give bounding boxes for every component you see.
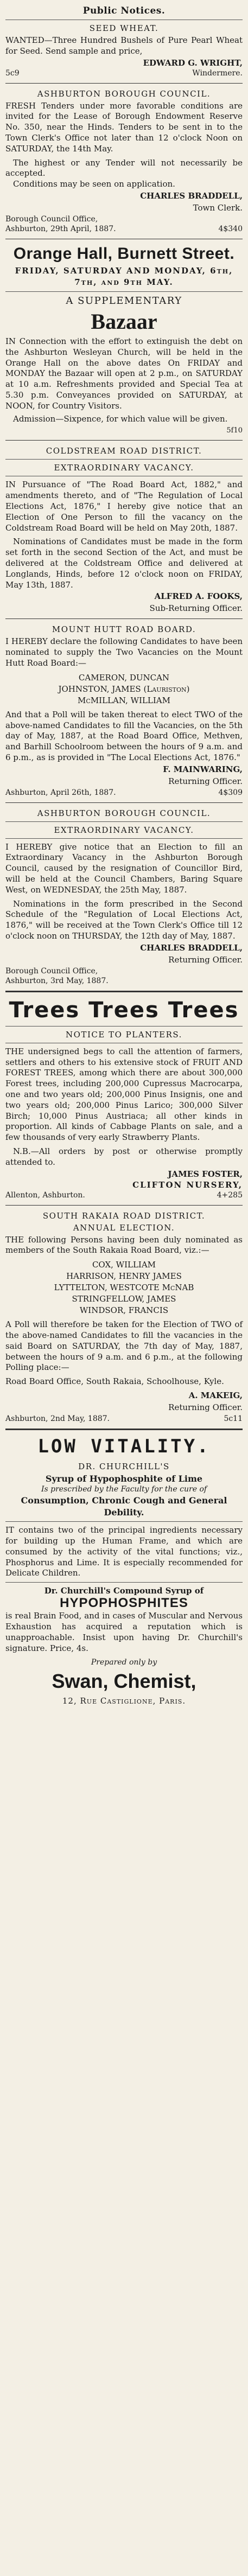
ad-heading: NOTICE TO PLANTERS. <box>66 1029 182 1040</box>
ad-prepared: Prepared only by <box>91 1658 157 1667</box>
ad-coldstream-road-district <box>5 446 243 613</box>
ad-low-vitality <box>5 1436 243 1706</box>
ad-date: Ashburton, 3rd May, 1887. <box>5 976 109 985</box>
divider <box>5 1429 243 1430</box>
ad-body-2: And that a Poll will be taken thereat to elect TWO of the above-named Candidates to fill the Vacancies, on the 5th day of May, 1887, at the Road Board Office, Methven, and Barhill Schoolroom between the hours of 9 a.m. and 6 p.m., as is provided in "The Local Elections Act, 1876." <box>5 709 243 762</box>
ad-sub: DR. CHURCHILL'S <box>78 1462 170 1471</box>
ad-title: Returning Officer. <box>168 954 243 965</box>
ad-subheading: EXTRAORDINARY VACANCY. <box>54 825 194 835</box>
divider <box>5 802 243 803</box>
divider <box>5 83 243 84</box>
ad-ref: 5c11 <box>224 1414 243 1423</box>
ad-ref: 4$340 <box>218 224 243 233</box>
ad-dates: FRIDAY, SATURDAY AND MONDAY, 6th, 7th, and 9th MAY. <box>15 265 233 287</box>
ad-address: 12, Rue Castiglione, Paris. <box>62 1696 186 1706</box>
candidate-name: LYTTELTON, WESTCOTE McNAB <box>54 1283 194 1293</box>
ad-place: Windermere. <box>192 68 243 78</box>
ad-conditions: Consumption, Chronic Cough and General Debility. <box>21 1495 227 1517</box>
ad-banner: Trees Trees Trees <box>9 997 239 1023</box>
ad-sub: Is prescribed by the Faculty for the cure of <box>41 1485 207 1494</box>
divider <box>5 459 243 460</box>
ad-body: IN Pursuance of "The Road Board Act, 1882," and amendments thereto, and of "The Regulation of Local Elections Act, 1876," I hereby give notice that an Election of One Person to fill the vacancy on the Coldstream Road Board will be held on May 20th, 1887. <box>5 480 243 533</box>
ad-title: Sub-Returning Officer. <box>149 603 243 614</box>
ad-subheading: ANNUAL ELECTION. <box>73 1222 175 1233</box>
ad-ref: 5c9 <box>5 68 20 78</box>
ad-date: Ashburton, 29th April, 1887. <box>5 224 116 233</box>
ad-heading: ASHBURTON BOROUGH COUNCIL. <box>37 88 211 99</box>
candidate-name: JOHNSTON, JAMES (Lauriston) <box>58 684 190 694</box>
divider <box>5 838 243 839</box>
ad-title: Town Clerk. <box>193 202 243 213</box>
ad-signature: EDWARD G. WRIGHT, <box>143 58 243 68</box>
ad-title: LOW VITALITY. <box>37 1436 211 1457</box>
ad-body: FRESH Tenders under more favorable conditions are invited for the Lease of Borough Endowment Reserve No. 350, near the Hinds. Tenders to be sent in to the Town Clerk's Office not later than 12 o'clock Noon on SATURDAY, the 14th May. <box>5 100 243 154</box>
ad-heading: SOUTH RAKAIA ROAD DISTRICT. <box>42 1210 206 1221</box>
ad-signature: F. MAINWARING, <box>163 764 243 774</box>
ad-title: Orange Hall, Burnett Street. <box>13 244 235 263</box>
candidate-name: WINDSOR, FRANCIS <box>79 1305 169 1316</box>
ad-ref: 4+285 <box>217 1190 243 1200</box>
candidate-name: STRINGFELLOW, JAMES <box>72 1294 176 1304</box>
ad-signature: CHARLES BRADDELL, <box>140 190 243 201</box>
ad-body: IT contains two of the principal ingredients necessary for building up the Human Frame, and which are consumed by the activity of the vital functions; viz., Phosphorus and Lime. It is especially recommended for Delicate Children. <box>5 1525 243 1578</box>
ad-date: Ashburton, April 26th, 1887. <box>5 788 116 797</box>
divider <box>5 440 243 441</box>
ad-body-2: Nominations in the form prescribed in the Second Schedule of the "Regulation of Local Elections Act, 1876," will be received at the Town Clerk's Office till 12 o'clock noon on THURSDAY, the 12th day of May, 1887. <box>5 898 243 941</box>
candidate-list <box>5 672 243 706</box>
divider <box>5 1205 243 1206</box>
page-title: Public Notices. <box>82 5 166 16</box>
ad-heading: MOUNT HUTT ROAD BOARD. <box>52 624 196 635</box>
ad-trees <box>5 998 243 1200</box>
ad-body-2: is real Brain Food, and in cases of Muscular and Nervous Exhaustion has acquired a reputation which is unapproachable. Insist upon having Dr. Churchill's signature. Price, 4s. <box>5 1611 243 1653</box>
ad-signature: A. MAKEIG, <box>188 1391 243 1400</box>
ad-admission: Admission—Sixpence, for which value will be given. <box>13 413 228 424</box>
divider <box>5 1582 243 1583</box>
ad-polling-place: Road Board Office, South Rakaia, Schoolhouse, Kyle. <box>5 1376 224 1387</box>
ad-date: Ashburton, 2nd May, 1887. <box>5 1414 110 1423</box>
divider <box>5 291 243 292</box>
ad-office: Borough Council Office, <box>5 214 98 224</box>
ad-signature: JAMES FOSTER, <box>168 1169 243 1179</box>
ad-body: I HEREBY declare the following Candidates to have been nominated to supply the Two Vacancies on the Mount Hutt Road Board:— <box>5 636 243 668</box>
ad-signature: CHARLES BRADDELL, <box>140 942 243 953</box>
candidate-name: CAMERON, DUNCAN <box>78 672 170 683</box>
ad-body: IN Connection with the effort to extinguish the debt on the Ashburton Wesleyan Church, will be held in the Orange Hall on the above dates On FRIDAY and MONDAY the Bazaar will open at 2 p.m., on SATURDAY at 10 a.m. Refreshments provided and Special Tea at 5.30 p.m. Conveyances provided on SATURDAY, at NOON, for Country Visitors. <box>5 336 243 411</box>
ad-ashburton-council-tenders <box>5 89 243 233</box>
ad-body: I HEREBY give notice that an Election to fill an Extraordinary Vacancy in the Ashburton Borough Council, caused by the resignation of Councillor Bird, will be held at the Council Chambers, Baring Square West, on WEDNESDAY, the 25th May, 1887. <box>5 841 243 895</box>
ad-nursery: CLIFTON NURSERY, <box>132 1179 243 1190</box>
candidate-name: HARRISON, HENRY JAMES <box>66 1271 182 1281</box>
ad-heading: SEED WHEAT. <box>89 23 159 33</box>
ad-ref: 4$309 <box>218 788 243 797</box>
ad-heading: COLDSTREAM ROAD DISTRICT. <box>46 446 202 456</box>
ad-title: Returning Officer. <box>168 1402 243 1412</box>
candidate-name: McMILLAN, WILLIAM <box>78 695 170 705</box>
ad-subheading: EXTRAORDINARY VACANCY. <box>54 463 194 473</box>
ad-mount-hutt-road-board <box>5 624 243 796</box>
ad-body: WANTED—Three Hundred Bushels of Pure Pearl Wheat for Seed. Send sample and price, <box>5 35 243 56</box>
divider <box>5 1521 243 1522</box>
ad-body: THE undersigned begs to call the attention of farmers, settlers and others to his extensive stock of FRUIT AND FOREST TREES, among which there are about 300,000 Forest trees, including 200,000 Cupressus Macrocarpa, one and two years old; 200,000 Pinus Insignis, one and two years old; 200,000 Pinus Larico; 300,000 Silver Birch; 10,000 Pinus Austriaca; all other kinds in proportion. All kinds of Cabbage Plants on sale, and a few thousands of very early Strawberry Plants. <box>5 1046 243 1143</box>
ad-place: Allenton, Ashburton. <box>5 1190 85 1200</box>
ad-orange-hall-bazaar <box>5 245 243 435</box>
ad-body-2: A Poll will therefore be taken for the Election of TWO of the above-named Candidates to fill the vacancies in the said Board on SATURDAY, the 7th day of May, 1887, between the hours of 9 a.m. and 6 p.m., at the following Polling place:— <box>5 1319 243 1373</box>
ad-heading: ASHBURTON BOROUGH COUNCIL. <box>37 808 211 818</box>
candidate-list <box>5 1259 243 1316</box>
ad-ref: 5f10 <box>226 426 243 435</box>
ad-note: Conditions may be seen on application. <box>13 179 175 189</box>
ad-chemist: Swan, Chemist, <box>52 1670 196 1693</box>
ad-product: Syrup of Hypophosphite of Lime <box>45 1474 203 1484</box>
ad-body-2: Nominations of Candidates must be made in the form set forth in the second Section of the Act, and must be delivered at the Coldstream Office and delivered at Longlands, Hinds, before 12 o'clock noon on FRIDAY, May 13th, 1887. <box>5 537 243 590</box>
ad-note: The highest or any Tender will not necessarily be accepted. <box>5 157 243 178</box>
ad-note: N.B.—All orders by post or otherwise promptly attended to. <box>5 1146 243 1167</box>
divider <box>5 821 243 822</box>
ad-seed-wheat <box>5 23 243 78</box>
ad-ashburton-council-vacancy <box>5 808 243 985</box>
ad-bazaar-title: Bazaar <box>91 309 157 334</box>
ad-title: Returning Officer. <box>168 776 243 786</box>
ad-supplementary: A SUPPLEMENTARY <box>66 295 182 307</box>
ad-compound: Dr. Churchill's Compound Syrup of <box>44 1586 204 1596</box>
ad-body: THE following Persons having been duly nominated as members of the South Rakaia Road Board, viz.:— <box>5 1234 243 1255</box>
ad-office: Borough Council Office, <box>5 966 98 975</box>
ad-compound-title: HYPOPHOSPHITES <box>60 1596 188 1611</box>
ad-south-rakaia-road-district <box>5 1211 243 1423</box>
ad-signature: ALFRED A. FOOKS, <box>154 591 243 602</box>
divider <box>5 991 243 992</box>
candidate-name: COX, WILLIAM <box>92 1260 156 1270</box>
